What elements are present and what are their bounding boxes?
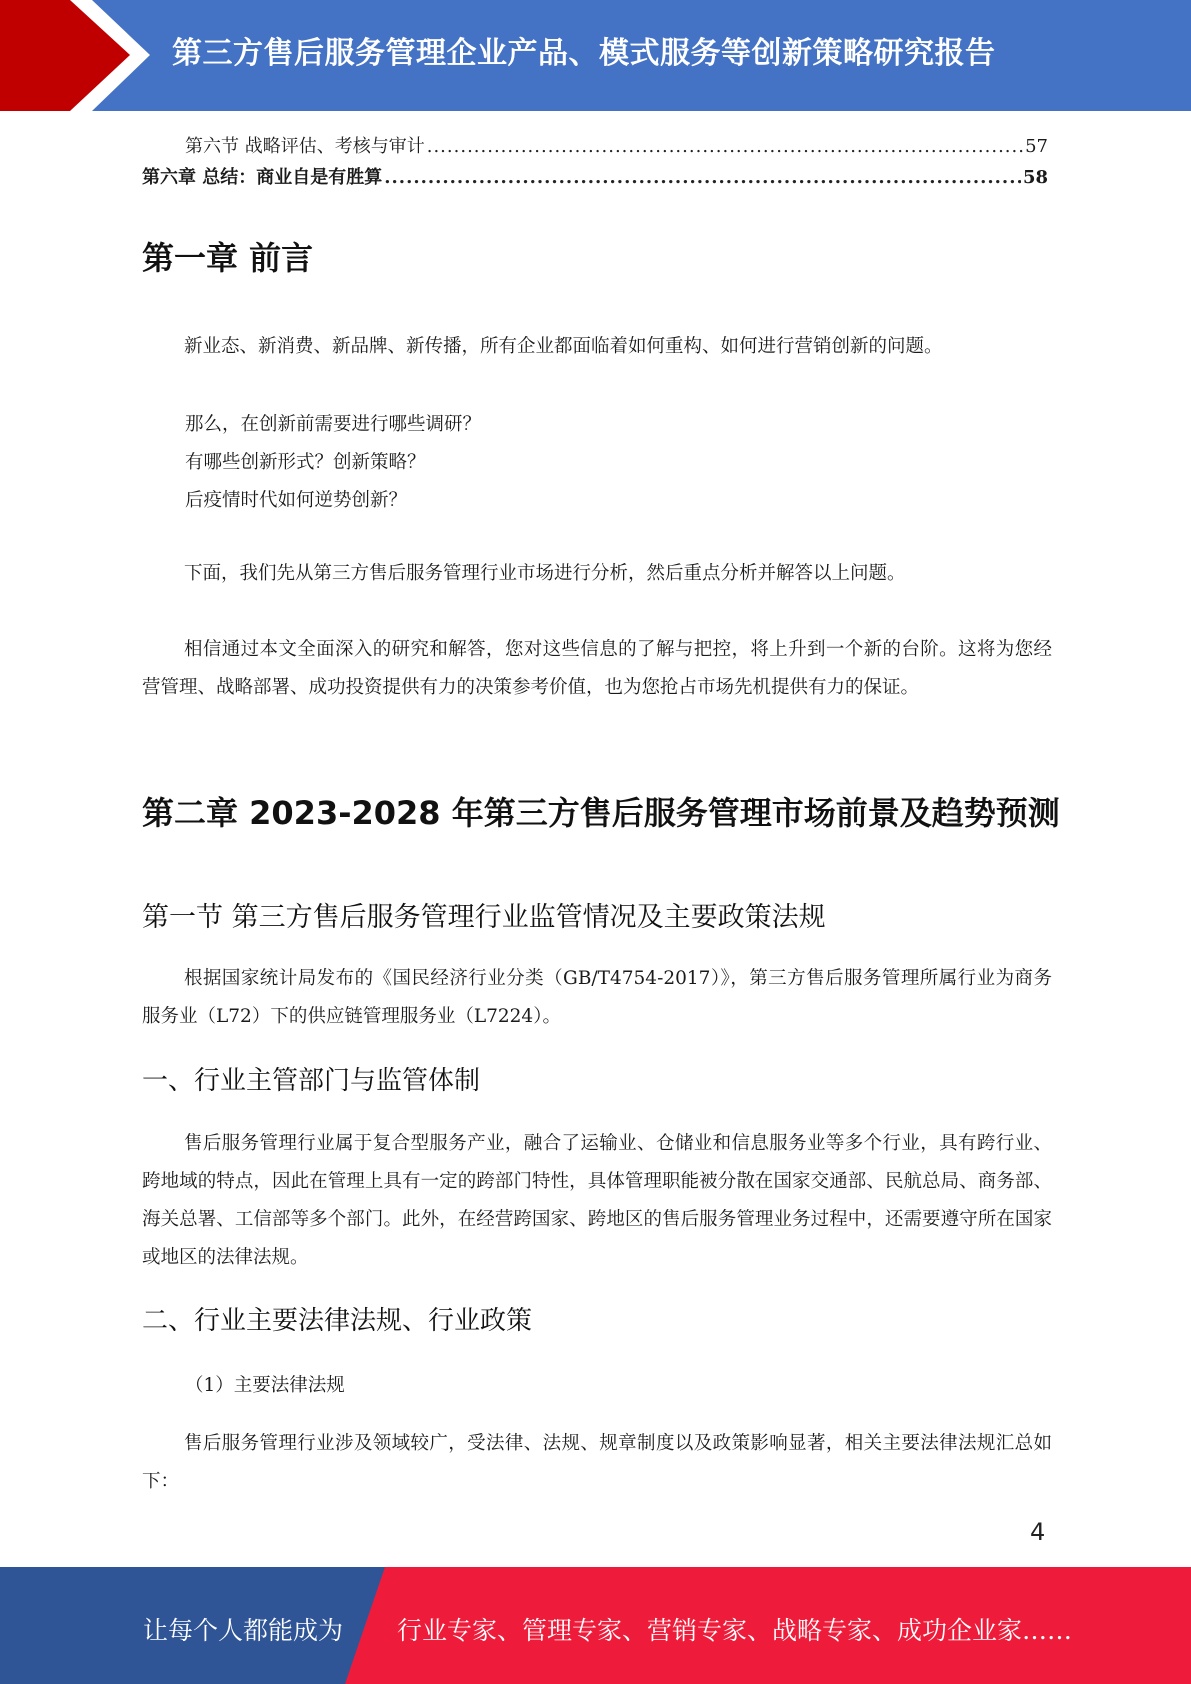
toc-leader (427, 136, 1023, 157)
chapter-heading: 第二章 2023-2028 年第三方售后服务管理市场前景及趋势预测 (142, 794, 1060, 832)
chapter-heading: 第一章 前言 (142, 239, 314, 277)
footer-slogan-right: 行业专家、管理专家、营销专家、战略专家、成功企业家…… (397, 1616, 1073, 1645)
report-title: 第三方售后服务管理企业产品、模式服务等创新策略研究报告 (172, 36, 996, 71)
toc-entry[interactable] (185, 132, 1048, 158)
paragraph: 根据国家统计局发布的《国民经济行业分类（GB/T4754-2017）》，第三方售后服务管理所属行业为商务服务业（L72）下的供应链管理服务业（L7224）。 (142, 968, 1052, 1027)
paragraph: 下面，我们先从第三方售后服务管理行业市场进行分析，然后重点分析并解答以上问题。 (184, 563, 906, 584)
subsection-heading: 一、行业主管部门与监管体制 (142, 1066, 481, 1096)
footer-slogan-left: 让每个人都能成为 (143, 1616, 344, 1645)
toc-entry-page: 58 (1022, 167, 1048, 188)
question-line: 那么，在创新前需要进行哪些调研？ (185, 414, 482, 435)
question-line: 有哪些创新形式？创新策略？ (185, 452, 426, 473)
section-heading: 第一节 第三方售后服务管理行业监管情况及主要政策法规 (142, 902, 826, 933)
subsection-heading: 二、行业主要法律法规、行业政策 (142, 1306, 533, 1336)
page-footer (0, 1567, 1191, 1684)
toc-entry-label: 第六章 总结：商业自是有胜算 (142, 167, 383, 188)
page-number: 4 (1030, 1518, 1046, 1546)
list-item-label: （1）主要法律法规 (185, 1375, 345, 1396)
toc-leader (384, 167, 1021, 188)
toc-entry-page: 57 (1025, 136, 1048, 157)
toc-entry[interactable] (142, 163, 1048, 189)
toc-entry-label: 第六节 战略评估、考核与审计 (185, 136, 425, 157)
paragraph: 售后服务管理行业涉及领域较广，受法律、法规、规章制度以及政策影响显著，相关主要法律法规汇总如下： (142, 1433, 1052, 1492)
question-line: 后疫情时代如何逆势创新？ (185, 490, 408, 511)
paragraph: 售后服务管理行业属于复合型服务产业，融合了运输业、仓储业和信息服务业等多个行业，具有跨行业、跨地域的特点，因此在管理上具有一定的跨部门特性，具体管理职能被分散在国家交通部、民航总局、商务部、海关总署、工信部等多个部门。此外，在经营跨国家、跨地区的售后服务管理业务过程中，还需要遵守所在国家或地区的法律法规。 (142, 1133, 1052, 1268)
page-header (0, 0, 1191, 111)
paragraph: 相信通过本文全面深入的研究和解答，您对这些信息的了解与把控，将上升到一个新的台阶。这将为您经营管理、战略部署、成功投资提供有力的决策参考价值，也为您抢占市场先机提供有力的保证。 (142, 639, 1052, 698)
header-chevron-icon (0, 0, 160, 111)
paragraph: 新业态、新消费、新品牌、新传播，所有企业都面临着如何重构、如何进行营销创新的问题。 (184, 336, 943, 357)
